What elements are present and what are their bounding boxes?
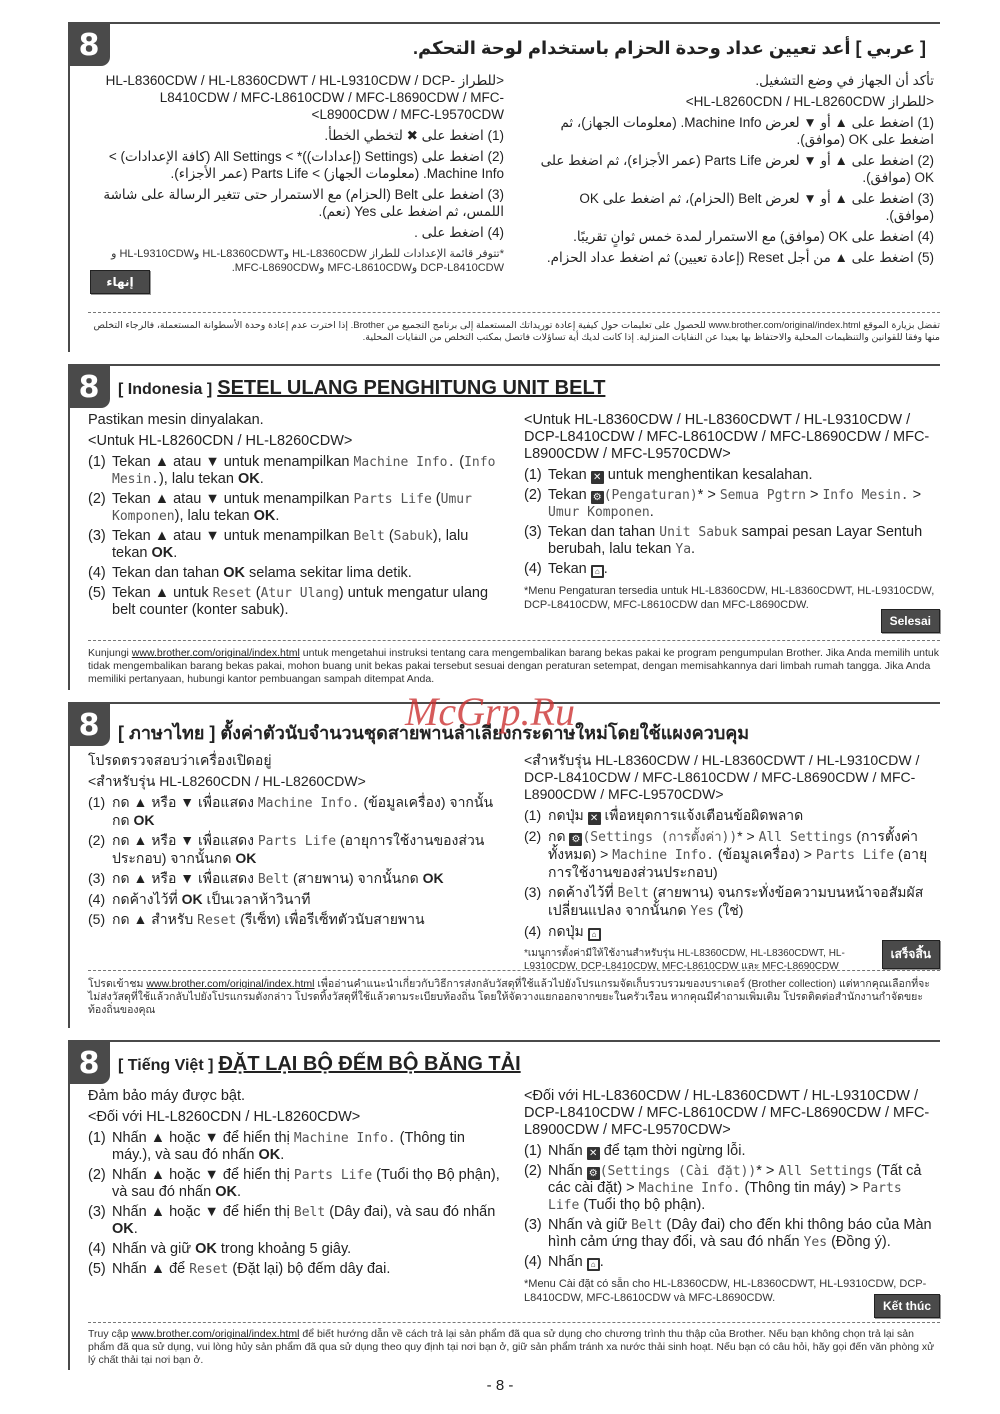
section-title: [ ภาษาไทย ] ตั้งค่าตัวนับจำนวนชุดสายพานลำเลียงกระดาษใหม่โดยใช้แผงควบคุม (118, 723, 750, 743)
model-list: <Đối với HL-L8260CDN / HL-L8260CDW> (88, 1109, 361, 1125)
step-4: (4) اضغط على . (414, 225, 504, 240)
vietnam-right-column (524, 1088, 936, 1309)
step-4: (4) Tekan dan tahan OK selama sekitar lima detik. (88, 565, 412, 581)
recycling-footer: تفضل بزيارة الموقع www.brother.com/original/index.html للحصول على تعليمات حول كيفية إعادة توريداتك المستعملة إلى برنامج التجميع من Brother. إذا اخترت عدم إعادة وحدة الأسطوانة المستعملة، فالرجاء التخلص منها وفقا للقوانين والتنظيمات المحلية والاحتفاظ بها بعيدا عن النفايات المنزلية. إذا كانت لديك أية تساؤلات فاتصل بمكتب التخلص من النفايات المحلية. (93, 320, 940, 343)
finish-button[interactable]: Kết thúc (874, 1294, 940, 1318)
step-5: (5) اضغط على ▲ من أجل Reset (إعادة تعيين) ثم اضغط عداد الحزام. (546, 250, 934, 265)
finish-button[interactable]: เสร็จสิ้น (882, 940, 940, 969)
step-1: (1) กด ▲ หรือ ▼ เพื่อแสดง Machine Info. (ข้อมูลเครื่อง) จากนั้นกด OK (88, 794, 494, 828)
intro-text: تأكد أن الجهاز في وضع التشغيل. (755, 73, 934, 88)
recycling-footer: โปรดเข้าชม www.brother.com/original/index.html เพื่ออ่านคำแนะนำเกี่ยวกับวิธีการส่งกลับวัสดุที่ใช้แล้วไปยังโปรแกรมจัดเก็บรวบรวมของบราเดอร์ (Brother collection) แต่หากคุณเลือกที่จะไม่ส่งวัสดุที่ใช้แล้วกลับไปยังโปรแกรมดังกล่าว โปรดทิ้งวัสดุที่ใช้แล้วตามระเบียบท้องถิ่น โดยให้จัดวางแยกออกจากขยะในครัวเรือน หากคุณมีคำถามเพิ่มเติม โปรดติดต่อสำนักงานกำจัดขยะท้องถิ่นของคุณ (88, 978, 930, 1016)
section-indonesia (68, 364, 940, 690)
section-side-rule (68, 702, 70, 1028)
arabic-left-column (90, 72, 504, 279)
footnote: *Menu Cài đặt có sẵn cho HL-L8360CDW, HL-L8360CDWT, HL-L9310CDW, DCP-L8410CDW, MFC-L8610CDW và MFC-L8690CDW. (524, 1278, 927, 1304)
section-arabic (68, 22, 940, 352)
step-2: (2) กด ⚙ (Settings (การตั้งค่า))* > All Settings (การตั้งค่าทั้งหมด) > Machine Info. (ข้อมูลเครื่อง) > Parts Life (อายุการใช้งานของส่วนประกอบ) (524, 828, 928, 880)
section-title (118, 1053, 521, 1076)
step-3: (3) กดค้างไว้ที่ Belt (สายพาน) จนกระทั่งข้อความบนหน้าจอสัมผัสเปลี่ยนแปลง จากนั้นกด Yes (ใช่) (524, 884, 924, 919)
step-number: 8 (68, 704, 110, 746)
model-list: <สำหรับรุ่น HL-L8360CDW / HL-L8360CDWT / HL-L9310CDW / DCP-L8410CDW / MFC-L8610CDW / MFC-L8690CDW / MFC-L8900CDW / MFC-L9570CDW> (524, 752, 920, 802)
step-5: (5) กด ▲ สำหรับ Reset (รีเซ็ท) เพื่อรีเซ็ทตัวนับสายพาน (88, 911, 425, 928)
dashed-divider (88, 970, 940, 971)
model-list: <สำหรับรุ่น HL-L8260CDN / HL-L8260CDW> (88, 773, 366, 789)
language-label: [ Tiếng Việt ] (118, 1057, 214, 1074)
site-watermark: McGrp.Ru (405, 689, 575, 734)
step-3: (3) اضغط على ▲ أو ▼ لعرض Belt (الحزام)، ثم اضغط على OK (موافق). (579, 191, 934, 223)
step-3: (3) Tekan ▲ atau ▼ untuk menampilkan Belt (Sabuk), lalu tekan OK. (88, 528, 469, 561)
step-3: (3) Nhấn và giữ Belt (Dây đai) cho đến khi thông báo của Màn hình cảm ứng thay đổi, và sau đó nhấn Yes (Đồng ý). (524, 1217, 932, 1250)
step-4: (4) Nhấn và giữ OK trong khoảng 5 giây. (88, 1241, 352, 1257)
arabic-right-column (530, 72, 934, 270)
stop-x-icon: ✕ (591, 471, 604, 484)
step-2: (2) Tekan ▲ atau ▼ untuk menampilkan Parts Life (Umur Komponen), lalu tekan OK. (88, 491, 472, 524)
home-icon: ⌂ (587, 1258, 600, 1271)
section-thai (68, 702, 940, 1028)
section-rule (68, 1040, 940, 1042)
step-2: (2) Nhấn ⚙ (Settings (Cài đặt))* > All Settings (Tất cả các cài đặt) > Machine Info. (Thông tin máy) > Parts Life (Tuổi thọ bộ phận). (524, 1163, 922, 1213)
footnote: *Menu Pengaturan tersedia untuk HL-L8360CDW, HL-L8360CDWT, HL-L9310CDW, DCP-L8410CDW, MFC-L8610CDW dan MFC-L8690CDW. (524, 585, 935, 611)
stop-x-icon: ✕ (587, 1147, 600, 1160)
step-1: (1) اضغط على ▲ أو ▼ لعرض Machine Info. (معلومات الجهاز)، ثم اضغط على OK (موافق). (560, 115, 934, 147)
step-4: (4) Nhấn ⌂ . (524, 1254, 604, 1270)
thai-left-column (88, 752, 503, 932)
step-1: (1) กดปุ่ม ✕ เพื่อหยุดการแจ้งเตือนข้อผิดพลาด (524, 807, 804, 824)
language-label: [ Indonesia ] (118, 381, 213, 398)
settings-icon: ⚙ (591, 491, 604, 504)
section-side-rule (68, 364, 70, 690)
recycling-footer: Kunjungi www.brother.com/original/index.html untuk mengetahui instruksi tentang cara mengembalikan barang bekas pakai ke program pengumpulan Brother. Jika Anda memilih untuk tidak mengembalikan barang bekas pakai, mohon buang unit bekas pakai tersebut sesuai dengan peraturan setempat, dengan memisahkannya dari limbah rumah tangga. Jika Anda memiliki pertanyaan, hubungi kantor pembuangan sampah ditempat Anda. (88, 647, 940, 685)
step-1: (1) Nhấn ✕ để tạm thời ngừng lỗi. (524, 1143, 746, 1159)
title-text: ĐẶT LẠI BỘ ĐẾM BỘ BĂNG TẢI (218, 1053, 521, 1075)
intro-text: โปรดตรวจสอบว่าเครื่องเปิดอยู่ (88, 752, 272, 768)
brother-link[interactable]: www.brother.com/original/index.html (131, 647, 300, 659)
step-5: (5) Nhấn ▲ để Reset (Đặt lại) bộ đếm dây đai. (88, 1261, 391, 1277)
step-5: (5) Tekan ▲ untuk Reset (Atur Ulang) untuk mengatur ulang belt counter (konter sabuk). (88, 585, 489, 618)
step-3: (3) Nhấn ▲ hoặc ▼ để hiển thị Belt (Dây đai), và sau đó nhấn OK. (88, 1204, 496, 1237)
step-2: (2) กด ▲ หรือ ▼ เพื่อแสดง Parts Life (อายุการใช้งานของส่วนประกอบ) จากนั้นกด OK (88, 832, 485, 866)
model-list: <للطراز HL-L8260CDN / HL-L8260CDW> (685, 94, 934, 109)
section-vietnamese (68, 1040, 940, 1370)
step-number: 8 (68, 1042, 110, 1084)
settings-icon: ⚙ (587, 1167, 600, 1180)
step-3: (3) اضغط على Belt (الحزام) مع الاستمرار حتى تتغير الرسالة على شاشة اللمس، ثم اضغط على Yes (نعم). (103, 187, 504, 219)
stop-x-icon: ✕ (588, 812, 601, 825)
step-1: (1) Tekan ✕ untuk menghentikan kesalahan. (524, 467, 813, 483)
brother-link[interactable]: www.brother.com/original/index.html (146, 978, 315, 990)
title-text: SETEL ULANG PENGHITUNG UNIT BELT (217, 377, 606, 399)
dashed-divider (88, 312, 940, 313)
section-rule (68, 364, 940, 366)
step-4: (4) กดค้างไว้ที่ OK เป็นเวลาห้าวินาที (88, 891, 311, 907)
step-1: (1) Tekan ▲ atau ▼ untuk menampilkan Machine Info. (Info Mesin.), lalu tekan OK. (88, 454, 496, 487)
home-icon: ⌂ (588, 928, 601, 941)
step-2: (2) Nhấn ▲ hoặc ▼ để hiển thị Parts Life (Tuổi thọ Bộ phận), và sau đó nhấn OK. (88, 1167, 500, 1200)
footnote: *เมนูการตั้งค่ามีให้ใช้งานสำหรับรุ่น HL-L8360CDW, HL-L8360CDWT, HL-L9310CDW, DCP-L8410CDW, MFC-L8610CDW และ MFC-L8690CDW (524, 948, 845, 972)
intro-text: Đảm bảo máy được bật. (88, 1088, 246, 1104)
thai-right-column (524, 752, 936, 977)
recycling-footer: Truy cập www.brother.com/original/index.html để biết hướng dẫn về cách trả lại sản phẩm đã qua sử dụng cho chương trình thu thập của Brother. Nếu bạn không chọn trả lại sản phẩm đã qua sử dụng, vui lòng hủy sản phẩm đã qua sử dụng theo quy định tại nơi bạn ở, giữ sản phẩm tránh xa nước thải sinh hoạt. Nếu bạn có câu hỏi, hãy gọi đến văn phòng xử lý chất thải tại nơi bạn ở. (88, 1328, 935, 1366)
step-4: (4) Tekan ⌂ . (524, 561, 608, 577)
section-title: [ عربي ] أعد تعيين عداد وحدة الحزام باستخدام لوحة التحكم. (413, 38, 926, 58)
footnote: *تتوفر قائمة الإعدادات للطراز HL-L8360CDW وHL-L8360CDWT وHL-L9310CDW و DCP-L8410CDW وMFC-L8610CDW وMFC-L8690CDW. (111, 248, 504, 274)
section-side-rule (68, 22, 70, 352)
step-2: (2) Tekan ⚙ (Pengaturan)* > Semua Pgtrn > Info Mesin. > Umur Komponen. (524, 487, 922, 520)
step-3: (3) Tekan dan tahan Unit Sabuk sampai pesan Layar Sentuh berubah, lalu tekan Ya. (524, 524, 923, 557)
page-number: - 8 - (486, 1377, 514, 1394)
step-number: 8 (68, 366, 110, 408)
step-2: (2) اضغط على ▲ أو ▼ لعرض Parts Life (عمر الأجزاء)، ثم اضغط على OK (موافق). (540, 153, 934, 185)
step-1: (1) Nhấn ▲ hoặc ▼ để hiển thị Machine Info. (Thông tin máy.), và sau đó nhấn OK. (88, 1130, 465, 1163)
finish-button[interactable]: إنهاء (90, 270, 150, 294)
indonesia-left-column (88, 412, 503, 622)
finish-button[interactable]: Selesai (881, 609, 940, 633)
step-number: 8 (68, 24, 110, 66)
home-icon: ⌂ (591, 565, 604, 578)
section-rule (68, 22, 940, 24)
section-side-rule (68, 1040, 70, 1370)
step-4: (4) กดปุ่ม ⌂ (524, 923, 936, 941)
step-1: (1) اضغط على ✖ لتخطي الخطأ. (324, 128, 504, 143)
intro-text: Pastikan mesin dinyalakan. (88, 412, 264, 428)
settings-icon: ⚙ (569, 833, 582, 846)
dashed-divider (88, 1322, 940, 1323)
brother-link[interactable]: www.brother.com/original/index.html (131, 1328, 300, 1340)
model-list: <للطراز HL-L8360CDW / HL-L8360CDWT / HL-L9310CDW / DCP-L8410CDW / MFC-L8610CDW / MFC-L8690CDW / MFC-L8900CDW / MFC-L9570CDW> (105, 73, 504, 122)
step-2: (2) اضغط على (Settings (إعدادات))* > All Settings (كافة الإعدادات) > Machine Info. (معلومات الجهاز) > Parts Life (عمر الأجزاء). (108, 149, 504, 181)
model-list: <Untuk HL-L8260CDN / HL-L8260CDW> (88, 433, 353, 449)
vietnam-left-column (88, 1088, 503, 1281)
step-4: (4) اضغط على OK (موافق) مع الاستمرار لمدة خمس ثوانٍ تقريبًا. (573, 229, 934, 244)
dashed-divider (88, 640, 940, 641)
indonesia-right-column (524, 412, 936, 616)
section-title (118, 377, 605, 400)
model-list: <Untuk HL-L8360CDW / HL-L8360CDWT / HL-L9310CDW / DCP-L8410CDW / MFC-L8610CDW / MFC-L8690CDW / MFC-L8900CDW / MFC-L9570CDW> (524, 412, 930, 462)
step-3: (3) กด ▲ หรือ ▼ เพื่อแสดง Belt (สายพาน) จากนั้นกด OK (88, 870, 444, 887)
model-list: <Đối với HL-L8360CDW / HL-L8360CDWT / HL-L9310CDW / DCP-L8410CDW / MFC-L8610CDW / MFC-L8690CDW / MFC-L8900CDW / MFC-L9570CDW> (524, 1088, 930, 1138)
